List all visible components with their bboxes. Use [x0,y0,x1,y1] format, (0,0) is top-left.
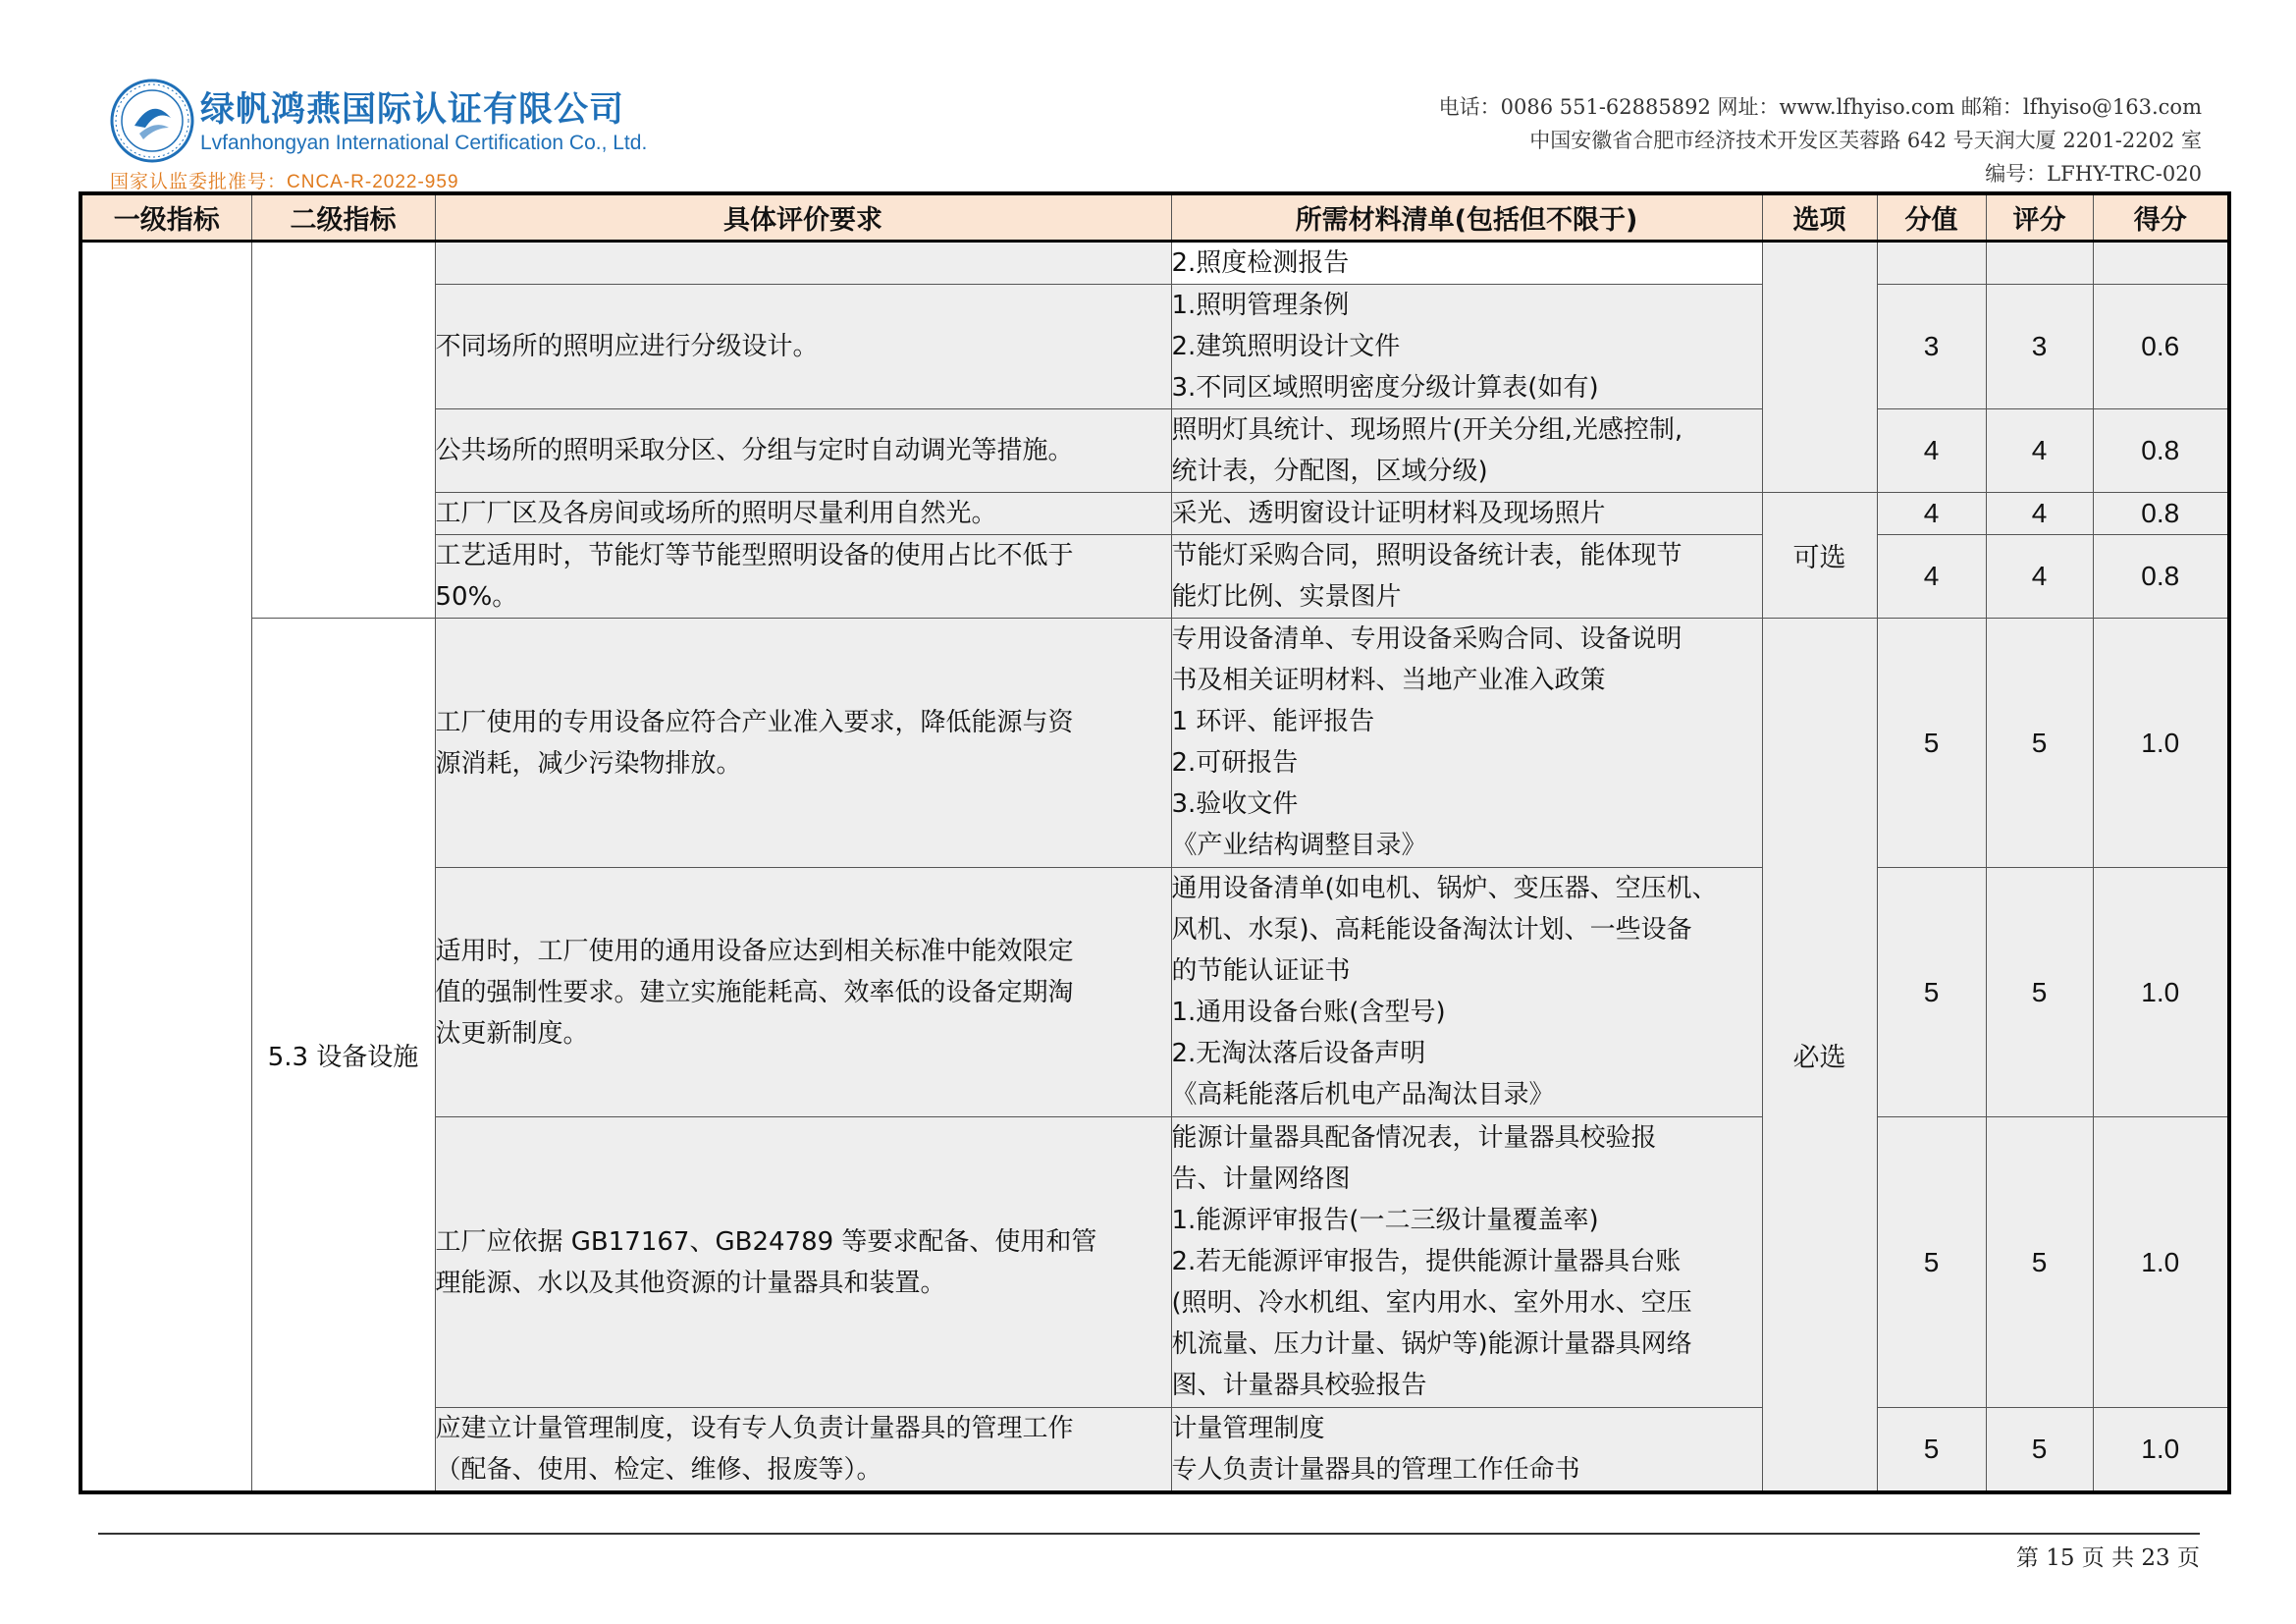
materials-line: 能灯比例、实景图片 [1171,582,1402,612]
requirement-cell [435,409,1171,493]
company-logo-block [106,77,648,192]
contact-info [1439,90,2202,190]
materials-cell [1171,493,1762,535]
materials-line: 1.照明管理条例 [1171,291,1350,320]
header-level2-indicator: 二级指标 [251,193,435,242]
materials-line: 1.能源评审报告(一二三级计量覆盖率) [1171,1206,1599,1235]
result-cell: 0.6 [2093,285,2229,409]
rating-cell: 4 [1986,493,2093,535]
materials-line: (照明、冷水机组、室内用水、室外用水、空压 [1171,1288,1692,1318]
requirement-line: （配备、使用、检定、维修、报废等）。 [435,1455,882,1485]
materials-cell [1171,535,1762,619]
score-cell: 4 [1877,409,1986,493]
requirement-line: 工厂厂区及各房间或场所的照明尽量利用自然光。 [435,499,997,528]
requirement-cell [435,285,1171,409]
header-result: 得分 [2093,193,2229,242]
table-row [80,619,2229,868]
requirement-cell [435,868,1171,1117]
result-cell: 1.0 [2093,868,2229,1117]
page-number: 第 15 页 共 23 页 [2015,1545,2200,1571]
materials-line: 统计表，分配图，区域分级) [1171,457,1488,486]
score-cell: 5 [1877,868,1986,1117]
rating-cell: 4 [1986,409,2093,493]
materials-line: 2.照度检测报告 [1171,248,1350,278]
materials-cell [1171,1408,1762,1493]
level2-cell-lighting [251,242,435,619]
materials-line: 3.验收文件 [1171,789,1299,819]
rating-cell: 5 [1986,868,2093,1117]
materials-line: 2.无淘汰落后设备声明 [1171,1039,1426,1068]
materials-line: 风机、水泵)、高耗能设备淘汰计划、一些设备 [1171,915,1692,945]
materials-line: 书及相关证明材料、当地产业准入政策 [1171,666,1606,695]
materials-line: 能源计量器具配备情况表，计量器具校验报 [1171,1123,1657,1153]
materials-line: 告、计量网络图 [1171,1164,1351,1194]
requirement-cell [435,1117,1171,1408]
materials-line: 图、计量器具校验报告 [1171,1371,1427,1400]
certification-seal-icon [110,79,194,163]
score-cell: 5 [1877,1117,1986,1408]
materials-line: 2.若无能源评审报告，提供能源计量器具台账 [1171,1247,1682,1276]
requirement-line: 理能源、水以及其他资源的计量器具和装置。 [435,1268,946,1298]
materials-line: 1.通用设备台账(含型号) [1171,998,1446,1027]
level1-cell [80,242,251,1493]
requirement-line: 汰更新制度。 [435,1018,589,1049]
company-name-cn: 绿帆鸿燕国际认证有限公司 [200,90,625,130]
materials-line: 计量管理制度 [1171,1414,1325,1443]
result-cell: 0.8 [2093,493,2229,535]
table-header-row [80,193,2229,242]
footer-divider [98,1533,2200,1535]
evaluation-table [79,191,2231,1494]
rating-cell: 4 [1986,535,2093,619]
result-cell: 1.0 [2093,1117,2229,1408]
requirement-cell [435,242,1171,285]
materials-cell [1171,619,1762,868]
level2-cell-equipment: 5.3 设备设施 [251,619,435,1493]
rating-cell: 5 [1986,1117,2093,1408]
requirement-cell [435,619,1171,868]
cnca-approval-number: 国家认监委批准号：CNCA-R-2022-959 [110,172,459,192]
materials-cell [1171,285,1762,409]
header-level1-indicator: 一级指标 [80,193,251,242]
materials-cell [1171,868,1762,1117]
requirement-line: 应建立计量管理制度，设有专人负责计量器具的管理工作 [435,1414,1074,1443]
materials-cell [1171,1117,1762,1408]
header-rating: 评分 [1986,193,2093,242]
score-cell [1877,242,1986,285]
header-score-value: 分值 [1877,193,1986,242]
requirement-line: 工厂使用的专用设备应符合产业准入要求，降低能源与资 [435,707,1074,737]
result-cell [2093,242,2229,285]
materials-cell [1171,242,1762,285]
materials-line: 机流量、压力计量、锅炉等)能源计量器具网络 [1171,1329,1692,1359]
document-number: 编号：LFHY-TRC-020 [1985,162,2202,186]
requirement-line: 适用时，工厂使用的通用设备应达到相关标准中能效限定 [435,936,1074,966]
materials-line: 的节能认证证书 [1171,956,1351,986]
requirement-cell [435,535,1171,619]
materials-line: 《高耗能落后机电产品淘汰目录》 [1171,1080,1555,1110]
score-cell: 5 [1877,619,1986,868]
materials-line: 节能灯采购合同，照明设备统计表，能体现节 [1171,541,1682,570]
rating-cell: 3 [1986,285,2093,409]
requirement-line: 不同场所的照明应进行分级设计。 [435,332,819,361]
materials-line: 通用设备清单(如电机、锅炉、变压器、空压机、 [1171,874,1718,903]
rating-cell: 5 [1986,619,2093,868]
rating-cell [1986,242,2093,285]
header-option: 选项 [1762,193,1877,242]
materials-line: 3.不同区域照明密度分级计算表(如有) [1171,373,1599,403]
materials-line: 2.建筑照明设计文件 [1171,332,1401,361]
score-cell: 4 [1877,535,1986,619]
option-cell-required: 必选 [1762,619,1877,1493]
requirement-cell [435,493,1171,535]
company-name-en: Lvfanhongyan International Certification Co., Ltd. [200,132,648,154]
option-cell-blank [1762,242,1877,493]
requirement-line: 50%。 [435,582,518,612]
materials-line: 《产业结构调整目录》 [1171,831,1427,860]
result-cell: 1.0 [2093,1408,2229,1493]
requirement-line: 工艺适用时，节能灯等节能型照明设备的使用占比不低于 [435,541,1074,570]
contact-line-phone-web-email: 电话：0086 551-62885892 网址：www.lfhyiso.com 邮箱：lfhyiso@163.com [1438,95,2202,119]
requirement-line: 值的强制性要求。建立实施能耗高、效率低的设备定期淘 [435,977,1074,1007]
materials-line: 1 环评、能评报告 [1171,707,1375,736]
materials-line: 采光、透明窗设计证明材料及现场照片 [1171,499,1606,528]
result-cell: 0.8 [2093,409,2229,493]
rating-cell: 5 [1986,1408,2093,1493]
score-cell: 3 [1877,285,1986,409]
result-cell: 1.0 [2093,619,2229,868]
score-cell: 4 [1877,493,1986,535]
header-requirement: 具体评价要求 [435,193,1171,242]
requirement-line: 工厂应依据 GB17167、GB24789 等要求配备、使用和管 [435,1226,1097,1257]
table-row [80,242,2229,285]
materials-line: 2.可研报告 [1171,748,1299,778]
materials-cell [1171,409,1762,493]
option-cell-optional: 可选 [1762,493,1877,619]
requirement-cell [435,1408,1171,1493]
materials-line: 照明灯具统计、现场照片(开关分组,光感控制, [1171,415,1683,445]
requirement-line: 公共场所的照明采取分区、分组与定时自动调光等措施。 [435,436,1074,465]
result-cell: 0.8 [2093,535,2229,619]
requirement-line: 源消耗，减少污染物排放。 [435,748,742,779]
contact-line-address: 中国安徽省合肥市经济技术开发区芙蓉路 642 号天润大厦 2201-2202 室 [1529,129,2202,152]
score-cell: 5 [1877,1408,1986,1493]
materials-line: 专用设备清单、专用设备采购合同、设备说明 [1171,624,1682,654]
materials-line: 专人负责计量器具的管理工作任命书 [1171,1455,1580,1485]
header-materials: 所需材料清单(包括但不限于) [1171,193,1762,242]
